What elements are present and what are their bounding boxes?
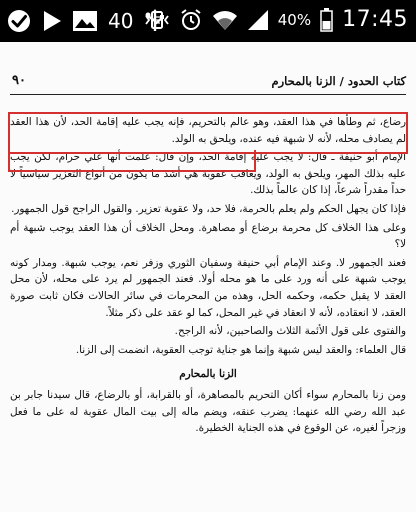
paragraph: قال العلماء: والعقد ليس شبهة وإنما هو جناية توجب العقوبة، انضمت إلى الزنا.: [75, 343, 406, 356]
battery-percent: 40%: [277, 11, 312, 29]
check-circle-icon: [6, 8, 32, 34]
status-bar: [0, 0, 416, 42]
status-bar-right: [144, 8, 408, 32]
alarm-icon: [179, 8, 203, 32]
notification-count: 40: [108, 9, 134, 33]
paragraph: والفتوى على قول الأئمة الثلاث والصاحبين، لأنه الراجح.: [174, 325, 406, 338]
running-header: [10, 72, 406, 94]
vibrate-icon: [144, 10, 170, 30]
battery-icon: [320, 8, 333, 32]
page-body: [10, 114, 406, 439]
paragraph: فإذا كان يجهل الحكم ولم يعلم بالحرمة، فلا حد، ولا عقوبة تعزير. والقول الراجح قول الجمهور.: [11, 202, 406, 215]
book-page[interactable]: [0, 42, 416, 512]
header-divider: [10, 94, 406, 95]
signal-icon: [247, 9, 269, 31]
play-icon: [42, 10, 62, 32]
paragraph: الإمام أبو حنيفة ـ قال: لا يجب عليه إقامة الحد، وإن قال: علمت أنها علي حرام، لكن يجب عليه بذلك المهر، ويلحق به الولد، ويعاقب عقوبة هي أشد ما يكون من أنواع التعزير سياسياً لا حداً مقدراً شرعاً، إذا كان عالماً بذلك.: [10, 151, 406, 197]
chapter-title: كتاب الحدود / الزنا بالمحارم: [271, 74, 406, 88]
section-title: الزنا بالمحارم: [179, 368, 237, 381]
wifi-icon: [212, 9, 238, 31]
paragraph: وعلى هذا الخلاف كل محرمة برضاع أو مصاهرة. ومحل الخلاف أن هذا العقد يوجب شبهة أم لا؟: [10, 221, 406, 251]
paragraph: فعند الجمهور لا. وعند الإمام أبي حنيفة وسفيان الثوري وزفر نعم، يوجب شبهة. ومدار كونه يوجب شبهة على أنه ورد على ما هو محله أولا. فعند الجمهور لم يرد على محله، لأن محل العقد لا يقبل حكمه، وحكمه الحل، وهذه من المحرمات في سائر الحالات فكان ثابت صورة العقد، لا انعقاده، لأنه لا انعقاد في غير المحل، كما لو عقد على ذكر مثلاً.: [10, 256, 406, 319]
paragraph: رضاع، ثم وطأها في هذا العقد، وهو عالم بالتحريم، فإنه يجب عليه إقامة الحد، لأن هذا العقد لم يصادف محله، لأنه لا شبهة فيه عنده، ويلحق به الولد.: [10, 116, 406, 145]
paragraph: ومن زنا بالمحارم سواء أكان التحريم بالمصاهرة، أو بالقرابة، أو بالرضاع، قال سيدنا جابر بن عبد الله رضي الله عنهما: يضرب عنقه، ويضم ماله إلى بيت المال عقوبة له على ما فعل وزجراً لغيره، عن الوقوع في هذه الجناية الخطيرة.: [10, 388, 406, 435]
clock: 17:45: [342, 7, 408, 32]
page-number: ٩٠: [12, 73, 26, 88]
image-icon: [72, 10, 98, 32]
